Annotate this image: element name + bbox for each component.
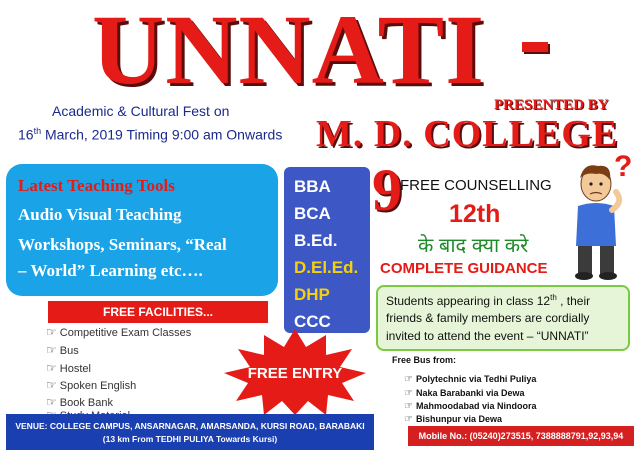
pointing-hand-icon: ☞ — [404, 414, 413, 425]
course-item: CCC — [294, 312, 331, 331]
title-dash — [522, 42, 548, 52]
course-item: DHP — [294, 285, 330, 304]
complete-guidance-label: COMPLETE GUIDANCE — [380, 260, 548, 277]
course-item: BCA — [294, 204, 331, 223]
event-title: UNNATI — [92, 0, 486, 105]
svg-text:?: ? — [614, 150, 633, 183]
teaching-line-1: Audio Visual Teaching — [18, 205, 182, 224]
big-digit: 9 — [372, 157, 402, 223]
venue-banner — [6, 414, 374, 450]
event-date — [18, 126, 282, 143]
pointing-hand-icon: ☞ — [46, 325, 57, 339]
free-entry-starburst — [222, 327, 368, 417]
pointing-hand-icon: ☞ — [404, 374, 413, 385]
student-line-1-a: Students appearing in class 12 — [386, 294, 551, 308]
pointing-hand-icon: ☞ — [46, 395, 57, 409]
thinking-man-icon — [566, 142, 638, 282]
date-day: 16 — [18, 126, 34, 143]
facility-label: Bus — [59, 345, 79, 357]
college-name: M. D. COLLEGE — [316, 113, 619, 155]
class-12th-label: 12th — [449, 200, 501, 228]
date-rest: March, 2019 Timing 9:00 am Onwards — [41, 126, 283, 143]
facility-item — [46, 395, 113, 409]
bus-route-label: Bishunpur via Dewa — [415, 414, 502, 424]
facility-item — [46, 343, 79, 357]
student-line-1-b: , their — [556, 294, 591, 308]
free-bus-title: Free Bus from: — [392, 355, 457, 365]
venue-line-2: (13 km From TEDHI PULIYA Towards Kursi) — [102, 434, 278, 444]
student-line-1-sup: th — [550, 293, 557, 302]
facility-item — [46, 325, 191, 339]
pointing-hand-icon: ☞ — [404, 401, 413, 412]
teaching-line-3: – World” Learning etc…. — [18, 261, 203, 280]
pointing-hand-icon: ☞ — [46, 361, 57, 375]
bus-route-label: Mahmoodabad via Nindoora — [415, 401, 537, 411]
student-line-2: friends & family members are cordially — [386, 311, 590, 325]
pointing-hand-icon: ☞ — [46, 378, 57, 392]
facility-item — [46, 378, 136, 392]
date-suffix: th — [33, 126, 42, 136]
bus-route-item — [404, 388, 525, 399]
fest-description: Academic & Cultural Fest on — [52, 103, 230, 119]
facility-label: Spoken English — [59, 380, 137, 392]
bus-route-item — [404, 414, 502, 425]
bus-route-item — [404, 374, 536, 385]
teaching-tools-box — [6, 164, 278, 296]
student-invite-box — [376, 285, 630, 351]
course-item: D.El.Ed. — [294, 258, 359, 277]
facility-label: Hostel — [59, 363, 91, 375]
course-list-box — [284, 167, 370, 333]
teaching-title: Latest Teaching Tools — [18, 176, 175, 195]
bus-route-label: Naka Barabanki via Dewa — [415, 388, 525, 398]
course-item: BBA — [294, 177, 331, 196]
teaching-line-2: Workshops, Seminars, “Real — [18, 235, 227, 254]
facility-item — [46, 361, 91, 375]
bus-route-item — [404, 401, 536, 412]
facility-label: Competitive Exam Classes — [59, 327, 192, 339]
free-counselling-label: FREE COUNSELLING — [400, 177, 552, 194]
pointing-hand-icon: ☞ — [404, 388, 413, 399]
student-line-3: invited to attend the event – “UNNATI” — [386, 329, 589, 343]
free-entry-label: FREE ENTRY — [247, 365, 343, 382]
bus-route-label: Polytechnic via Tedhi Puliya — [415, 374, 537, 384]
student-line-1 — [386, 293, 590, 308]
presented-by-label: PRESENTED BY — [494, 97, 609, 113]
pointing-hand-icon: ☞ — [46, 343, 57, 357]
venue-line-1: VENUE: COLLEGE CAMPUS, ANSARNAGAR, AMARSANDA, KURSI ROAD, BARABAKI — [15, 421, 365, 431]
free-facilities-banner: FREE FACILITIES... — [48, 301, 268, 323]
mobile-number-banner: Mobile No.: (05240)273515, 7388888791,92,93,94 — [408, 426, 634, 446]
hindi-tagline: के बाद क्या करे — [418, 235, 529, 257]
facility-label: Book Bank — [59, 397, 113, 409]
course-item: B.Ed. — [294, 231, 338, 250]
